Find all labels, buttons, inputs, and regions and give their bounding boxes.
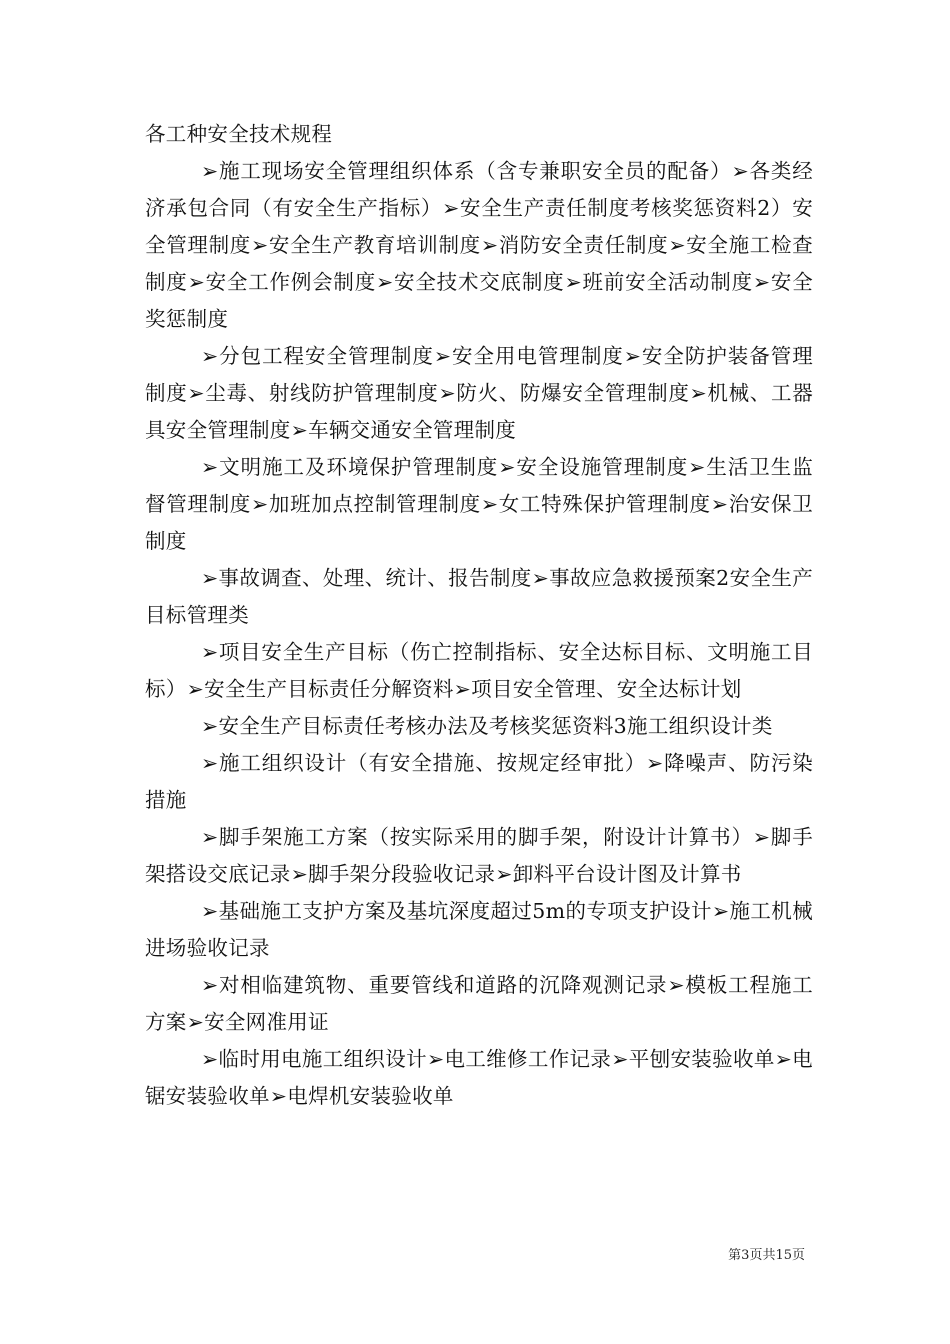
paragraph: ➢安全生产目标责任考核办法及考核奖惩资料3施工组织设计类 xyxy=(201,714,773,738)
paragraph: ➢分包工程安全管理制度➢安全用电管理制度➢安全防护装备管理制度➢尘毒、射线防护管理制度➢防火、防爆安全管理制度➢机械、工器具安全管理制度➢车辆交通安全管理制度 xyxy=(145,344,813,442)
paragraph: ➢脚手架施工方案（按实际采用的脚手架，附设计计算书）➢脚手架搭设交底记录➢脚手架分段验收记录➢卸料平台设计图及计算书 xyxy=(145,825,813,886)
paragraph: ➢文明施工及环境保护管理制度➢安全设施管理制度➢生活卫生监督管理制度➢加班加点控制管理制度➢女工特殊保护管理制度➢治安保卫制度 xyxy=(145,455,813,553)
paragraph: ➢临时用电施工组织设计➢电工维修工作记录➢平刨安装验收单➢电锯安装验收单➢电焊机安装验收单 xyxy=(145,1047,813,1108)
paragraph: ➢基础施工支护方案及基坑深度超过5m的专项支护设计➢施工机械进场验收记录 xyxy=(145,899,813,960)
paragraph: ➢对相临建筑物、重要管线和道路的沉降观测记录➢模板工程施工方案➢安全网准用证 xyxy=(145,973,813,1034)
paragraph: ➢项目安全生产目标（伤亡控制指标、安全达标目标、文明施工目标）➢安全生产目标责任分解资料➢项目安全管理、安全达标计划 xyxy=(145,640,813,701)
paragraph: ➢施工组织设计（有安全措施、按规定经审批）➢降噪声、防污染措施 xyxy=(145,751,813,812)
page-footer: 第3页共15页 xyxy=(728,1248,805,1263)
paragraph: 各工种安全技术规程 xyxy=(145,122,333,146)
document-body xyxy=(145,116,813,1115)
paragraph: ➢事故调查、处理、统计、报告制度➢事故应急救援预案2安全生产目标管理类 xyxy=(145,566,813,627)
paragraph: ➢施工现场安全管理组织体系（含专兼职安全员的配备）➢各类经济承包合同（有安全生产指标）➢安全生产责任制度考核奖惩资料2）安全管理制度➢安全生产教育培训制度➢消防安全责任制度➢安全施工检查制度➢安全工作例会制度➢安全技术交底制度➢班前安全活动制度➢安全奖惩制度 xyxy=(145,159,813,331)
